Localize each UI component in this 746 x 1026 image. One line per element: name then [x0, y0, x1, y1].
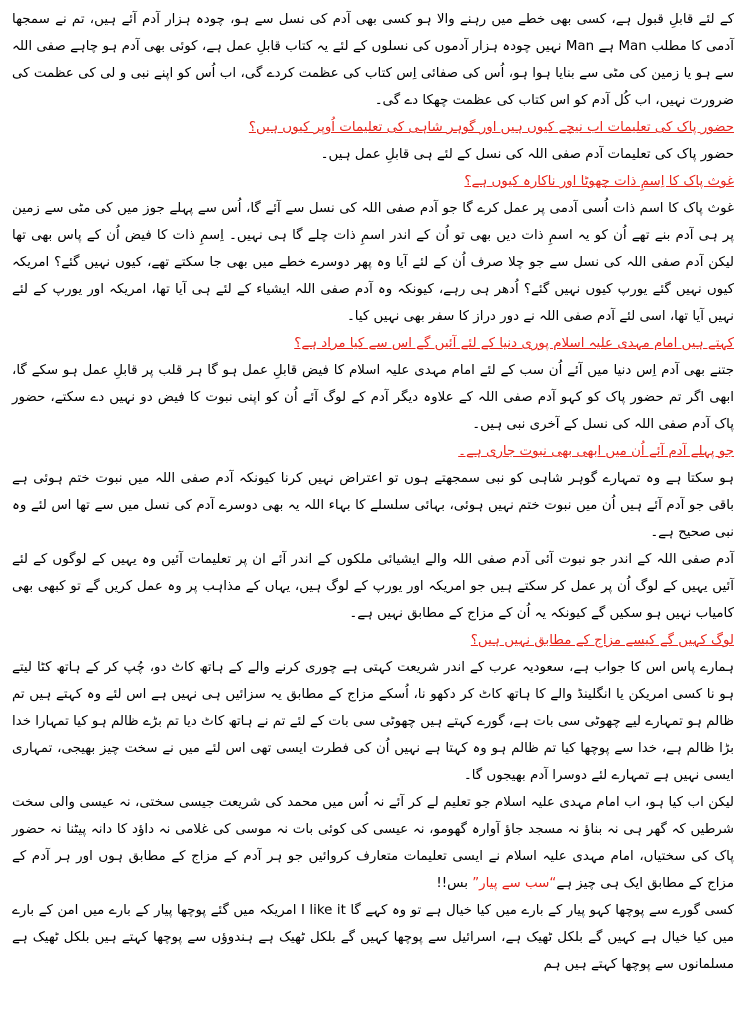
heading-teachings-question — [12, 114, 734, 141]
heading-prophethood-continues — [12, 438, 734, 465]
heading-text: کہتے ہیں امام مہدی علیہ اسلام پوری دنیا کے لئے آئیں گے اس سے کیا مراد ہے؟ — [294, 336, 734, 351]
paragraph-imam-mehdi-answer: جتنے بھی آدم اِس دنیا میں آئے اُن سب کے لئے امام مہدی علیہ اسلام کا فیض قابلِ عمل ہو گا ہر قلب پر قابلِ عمل ہو سکے گا، ابھی اگر تم حضور پاک کو کہو آدم صفی اللہ کے علاوہ دیگر آدم کے لوگ آئے اُن کو اپنی نبوت کا فیض دو نہیں دے سکتے، حضور پاک آدم صفی اللہ کی نسل کے آخری نبی ہیں۔ — [12, 363, 734, 432]
paragraph-love-opinions: کسی گورے سے پوچھا کہو پیار کے بارے میں کیا خیال ہے تو وہ کہے گا I like it امریکہ میں گئے پوچھا پیار کے بارے میں امن کے بارے میں کیا خیال ہے کہیں گے بلکل ٹھیک ہے، اسرائیل سے پوچھا کہیں گے بلکل ٹھیک ہے ہندوؤں سے پوچھا کہتے ہیں بلکل ٹھیک ہے مسلمانوں سے پوچھا کہتے ہیں ہم — [12, 903, 734, 972]
heading-ghaus-pak-question — [12, 168, 734, 195]
paragraph-ghaus-pak-answer: غوث پاک کا اسم ذات اُسی آدمی پر عمل کرے گا جو آدم صفی اللہ کی نسل سے آئے گا، اُس سے پہلے جوز میں کی مٹی سے زمین پر ہی آدم بنے تھے اُن کو یہ اسمِ ذات دیں بھی تو اُن کے اندر اسمِ ذات چلے گا ہی نہیں۔ اِسمِ ذات کا فیض اُن کے پاس بھی تھا لیکن آدم صفی اللہ کی نسل سے جو چلا صرف اُن کے لئے آیا وہ پھر دوسرے خطے میں بھی جا سکتے تھے، کیوں نہیں گئے؟ امریکہ کیوں نہیں گئے یورپ کیوں نہیں گئے؟ اُدھر ہی رہے، کیونکہ وہ آدم صفی اللہ ایشیاء کے لئے ہی آیا تھا، امریکہ اور یورپ کے لئے نہیں آیا تھا، اسی لئے آدم صفی اللہ نے دور دراز کا سفر بھی نہیں کیا۔ — [12, 201, 734, 324]
heading-text: لوگ کہیں گے کیسے مزاج کے مطابق نہیں ہیں؟ — [470, 633, 734, 648]
quote-suffix: بس!! — [436, 876, 473, 891]
paragraph-intro: کے لئے قابلِ قبول ہے، کسی بھی خطے میں رہنے والا ہو کسی بھی آدم کی نسل سے ہو، چودہ ہزار آدم آئے ہیں، تم نے سمجھا آدمی کا مطلب Man ہے Man نہیں چودہ ہزار آدموں کی نسلوں کے لئے یہ کتاب قابلِ عمل ہے، کوئی بھی آدم ہو چاہے صفی اللہ سے ہو یا زمین کی مٹی سے بنایا ہوا ہو، اُس کی صفائی اِس کتاب کی عظمت کردے گی، اب اُس کو اپنے نبی و لی کی عظمت کی ضرورت نہیں، اب کُل آدم کو اس کتاب کی عظمت چھکا دے گی۔ — [12, 12, 734, 108]
paragraph-temperament-answer: ہمارے پاس اس کا جواب ہے، سعودیہ عرب کے اندر شریعت کہتی ہے چوری کرنے والے کے ہاتھ کاٹ دو، چُپ کر کے ہاتھ کٹا لیتے ہو نا کسی امریکن یا انگلینڈ والے کا ہاتھ کاٹ کر دکھو نا، اُسکے مزاج کے مطابق یہ سزائیں ہی نہیں ہے اس لئے وہ کہتے ہیں تم ظالم ہو تمہارے لیے چھوٹی سی بات ہے، گورے کہتے ہیں چھوٹی سی بات کے لئے تم نے ہاتھ کاٹ دیا تم بڑے ظالم ہو کیا تمہارا خدا بڑا ظالم ہے، خدا سے پوچھا کیا تم ظالم ہو وہ کہتا ہے نہیں اُن کی فطرت ایسی تھی اس لئے میں نے سخت چیز بھیجی، تمہاری ایسی نہیں ہے تمہارے لئے دوسرا آدم بھیجوں گا۔ — [12, 660, 734, 783]
heading-text: حضور پاک کی تعلیمات اب نیچے کیوں ہیں اور گوہر شاہی کی تعلیمات اُوپر کیوں ہیں؟ — [248, 120, 734, 135]
paragraph-asian-teachings: آدم صفی اللہ کے اندر جو نبوت آئی آدم صفی اللہ والے ایشیائی ملکوں کے اندر آئے ان پر تعلیمات آئیں وہ یہیں کے لوگوں کے لئے آئیں یہیں کے لوگ اُن پر عمل کر سکتے ہیں جو امریکہ اور یورپ کے لوگ ہیں، یہاں کے مذاہب پر وہ عمل کریں گے تو کبھی بھی کامیاب نہیں ہو سکیں گے کیونکہ یہ اُن کے مزاج کے مطابق نہیں ہے۔ — [12, 552, 734, 621]
paragraph-teachings-answer: حضور پاک کی تعلیمات آدم صفی اللہ کی نسل کے لئے ہی قابلِ عمل ہیں۔ — [320, 147, 734, 162]
heading-imam-mehdi-question — [12, 330, 734, 357]
heading-text: غوث پاک کا اِسمِ ذات چھوٹا اور ناکارہ کیوں ہے؟ — [464, 174, 734, 189]
heading-temperament-question — [12, 627, 734, 654]
love-for-all-quote: “سب سے پیار” — [472, 876, 557, 891]
paragraph-prophethood: ہو سکتا ہے وہ تمہارے گوہر شاہی کو نبی سمجھتے ہوں تو اعتراض نہیں کرنا کیونکہ آدم صفی اللہ میں نبوت ختم ہوئی ہے باقی جو آدم آئے ہیں اُن میں نبوت ختم نہیں ہوئی، بہائی سلسلے کا بہاء اللہ یہ بھی دوسرے آدم کی نسل میں سے تھا اس لئے وہ نبی صحیح ہے۔ — [12, 471, 734, 540]
paragraph-imam-mehdi-teachings — [12, 789, 734, 897]
paragraph-text: لیکن اب کیا ہو، اب امام مہدی علیہ اسلام جو تعلیم لے کر آئے نہ اُس میں محمد کی شریعت جیسی سختی، نہ عیسی والی سخت شرطیں کہ گھر ہی نہ بناؤ نہ مسجد جاؤ آوارہ گھومو، نہ عیسی کی کوئی بات نہ موسی کی غلامی نہ داؤد کا دانہ پیٹنا نہ حضور پاک کی سختیاں، امام مہدی علیہ اسلام نے ایسی تعلیمات متعارف کروائیں جو ہر آدم کے مزاج کے مطابق ہوں اور ہر آدم کے مزاج کے مطابق ایک ہی چیز ہے — [12, 795, 734, 891]
heading-text: جو پہلے آدم آئے اُن میں ابھی بھی نبوت جاری ہے۔ — [458, 444, 734, 459]
